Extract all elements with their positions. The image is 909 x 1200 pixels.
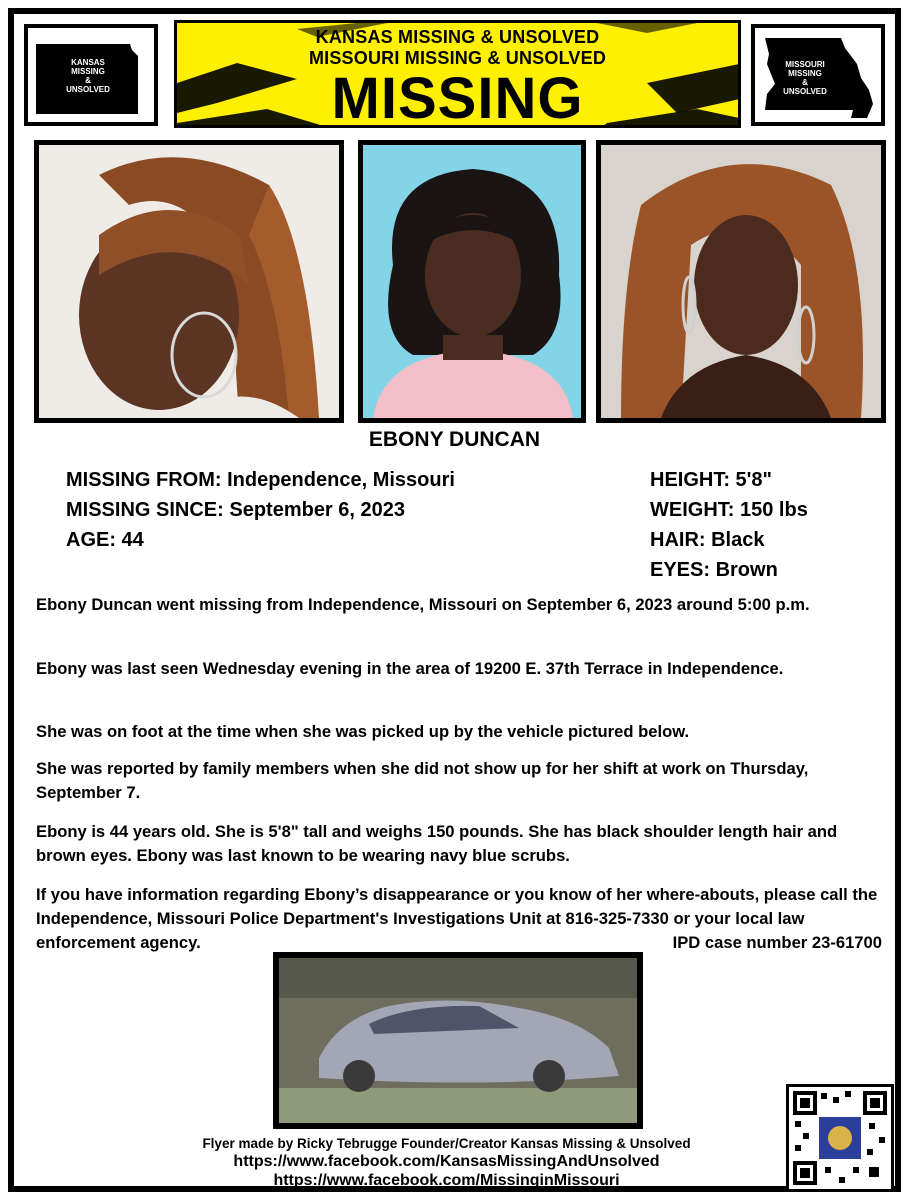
- missing-since: MISSING SINCE: September 6, 2023: [66, 499, 406, 521]
- paragraph-contact: [36, 883, 886, 955]
- photo-3: [596, 140, 886, 423]
- photo-2: [358, 140, 586, 423]
- kansas-logo: [24, 24, 158, 126]
- details-left: [66, 465, 455, 555]
- banner-line-missouri: MISSOURI MISSING & UNSOLVED: [308, 48, 607, 68]
- missouri-logo: [751, 24, 885, 126]
- eyes: EYES: Brown: [650, 559, 778, 581]
- portrait-2-image: [363, 145, 581, 418]
- banner-title: MISSING: [331, 66, 584, 128]
- missing-from: MISSING FROM: Independence, Missouri: [66, 469, 455, 491]
- facebook-link-kansas[interactable]: https://www.facebook.com/KansasMissingAndUnsolved: [233, 1153, 660, 1170]
- vehicle-photo: [273, 952, 643, 1129]
- paragraph-reported: She was reported by family members when she did not show up for her shift at work on Thursday, September 7.: [36, 759, 809, 802]
- banner-line-kansas: KANSAS MISSING & UNSOLVED: [315, 27, 600, 47]
- missouri-logo-text: MISSOURI MISSING & UNSOLVED: [783, 60, 827, 96]
- paragraph-vehicle: She was on foot at the time when she was picked up by the vehicle pictured below.: [36, 722, 690, 741]
- weight: WEIGHT: 150 lbs: [650, 499, 808, 521]
- paragraph-last-seen: Ebony was last seen Wednesday evening in the area of 19200 E. 37th Terrace in Independence.: [36, 659, 784, 678]
- kansas-logo-text: KANSAS MISSING & UNSOLVED: [66, 58, 110, 94]
- flyer-credit: Flyer made by Ricky Tebrugge Founder/Creator Kansas Missing & Unsolved: [202, 1136, 691, 1151]
- paragraph-disappearance: Ebony Duncan went missing from Independence, Missouri on September 6, 2023 around 5:00 p.m.: [36, 595, 810, 614]
- missing-flyer: [8, 8, 901, 1192]
- photo-1: [34, 140, 344, 423]
- facebook-link-missouri[interactable]: https://www.facebook.com/MissinginMissouri: [273, 1172, 620, 1189]
- details-right: [650, 465, 808, 585]
- vehicle-image: [279, 958, 637, 1123]
- contact-text: If you have information regarding Ebony’s disappearance or you know of her where-abouts, please call the Independence, Missouri Police Department's Investigations Unit at 816-325-7330 or your local law enforcement agency.: [36, 885, 878, 952]
- case-number: IPD case number 23-61700: [672, 933, 882, 952]
- portrait-3-image: [601, 145, 881, 418]
- paragraph-description: Ebony is 44 years old. She is 5'8" tall and weighs 150 pounds. She has black shoulder length hair and brown eyes. Ebony was last known to be wearing navy blue scrubs.: [36, 822, 838, 865]
- portrait-1-image: [39, 145, 339, 418]
- age: AGE: 44: [66, 529, 144, 551]
- person-name: EBONY DUNCAN: [368, 428, 541, 451]
- missing-banner: [174, 20, 741, 128]
- height: HEIGHT: 5'8": [650, 469, 773, 491]
- hair: HAIR: Black: [650, 529, 765, 551]
